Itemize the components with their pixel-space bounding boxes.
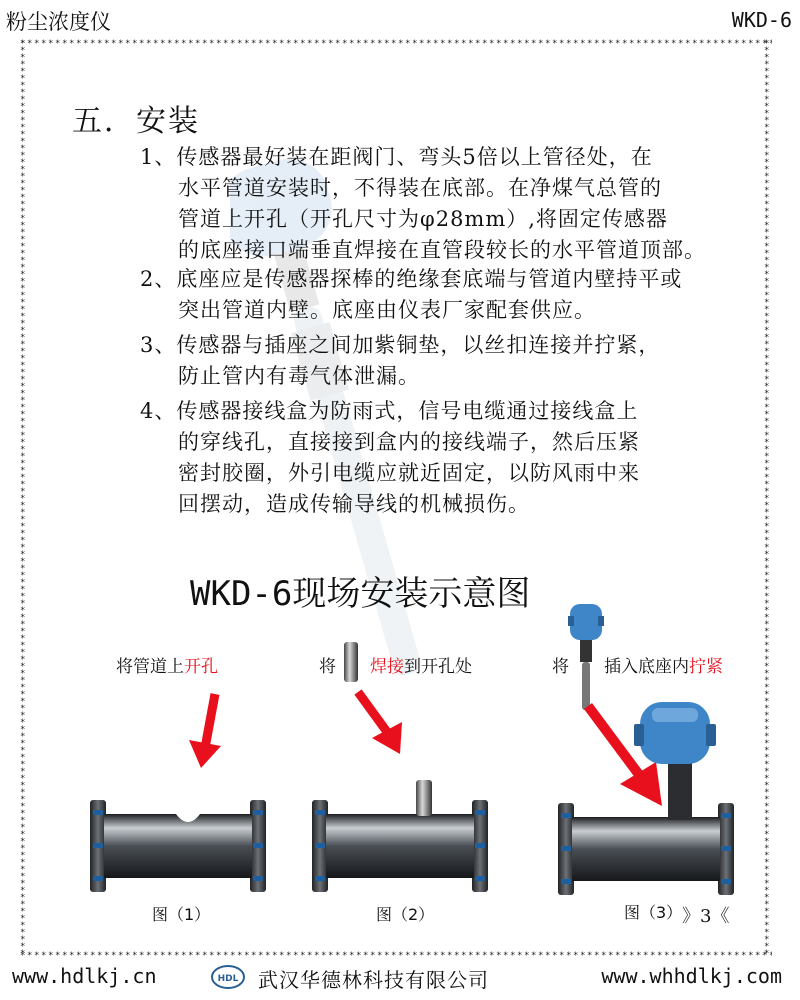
weld-base-icon	[342, 640, 360, 684]
item-text-line: 的底座接口端垂直焊接在直管段较长的水平管道顶部。	[178, 238, 706, 262]
step3-label	[604, 652, 723, 677]
step3-highlight: 拧紧	[689, 657, 723, 677]
item-text-line: 突出管道内壁。底座由仪表厂家配套供应。	[178, 298, 596, 322]
figure-caption-3: 图（3）	[624, 903, 683, 922]
footer-url-right[interactable]: www.whhdlkj.com	[601, 964, 782, 988]
item-number: 4、	[140, 399, 177, 423]
step1-text: 将管道上	[116, 657, 184, 677]
item-number: 1、	[140, 145, 177, 169]
item-text-line: 回摆动，造成传输导线的机械损伤。	[178, 492, 530, 516]
document-title: 粉尘浓度仪	[6, 10, 111, 34]
company-logo	[210, 964, 246, 990]
install-item-3	[140, 330, 660, 392]
figure-caption-2: 图（2）	[376, 905, 435, 924]
arrow-icon	[185, 690, 235, 770]
pipe-with-base	[312, 780, 488, 892]
page-number: 》3《	[682, 906, 730, 927]
step3-text: 插入底座内	[604, 657, 689, 677]
install-item-2	[140, 264, 682, 326]
install-item-4	[140, 396, 640, 520]
item-text: 传感器接线盒为防雨式，信号电缆通过接线盒上	[176, 399, 639, 423]
item-text-line: 的穿线孔，直接接到盒内的接线端子，然后压紧	[178, 430, 640, 454]
logo-text: HDL	[217, 974, 239, 984]
item-number: 3、	[140, 333, 177, 357]
step2-text: 到开孔处	[404, 657, 472, 677]
step2-prefix: 将	[319, 657, 336, 677]
step2-label	[370, 652, 472, 677]
item-text-line: 防止管内有毒气体泄漏。	[178, 364, 420, 388]
item-text: 传感器最好装在距阀门、弯头5倍以上管径处，在	[176, 145, 653, 169]
item-text-line: 密封胶圈，外引电缆应就近固定，以防风雨中来	[178, 461, 640, 485]
footer-url-left[interactable]: www.hdlkj.cn	[12, 964, 157, 988]
company-name: 武汉华德林科技有限公司	[258, 968, 489, 992]
item-text: 底座应是传感器探棒的绝缘套底端与管道内壁持平或	[176, 267, 683, 291]
arrow-icon	[350, 688, 410, 758]
pipe-with-hole	[90, 800, 266, 892]
item-text-line: 管道上开孔（开孔尺寸为φ28mm）,将固定传感器	[178, 207, 668, 231]
item-text: 传感器与插座之间加紫铜垫，以丝扣连接并拧紧，	[176, 333, 661, 357]
step1-label	[116, 652, 218, 677]
item-text-line: 水平管道安装时，不得装在底部。在净煤气总管的	[178, 176, 662, 200]
step3-prefix: 将	[552, 657, 569, 677]
diagram-title: WKD-6现场安装示意图	[190, 574, 531, 614]
install-item-1	[140, 142, 706, 266]
step2-highlight: 焊接	[370, 657, 404, 677]
model-number: WKD-6	[731, 8, 792, 32]
item-number: 2、	[140, 267, 177, 291]
sensor-small-icon	[566, 602, 606, 712]
pipe-with-sensor	[556, 700, 736, 895]
section-title: 五．安装	[72, 104, 200, 139]
step1-highlight: 开孔	[184, 657, 218, 677]
figure-caption-1: 图（1）	[152, 905, 211, 924]
